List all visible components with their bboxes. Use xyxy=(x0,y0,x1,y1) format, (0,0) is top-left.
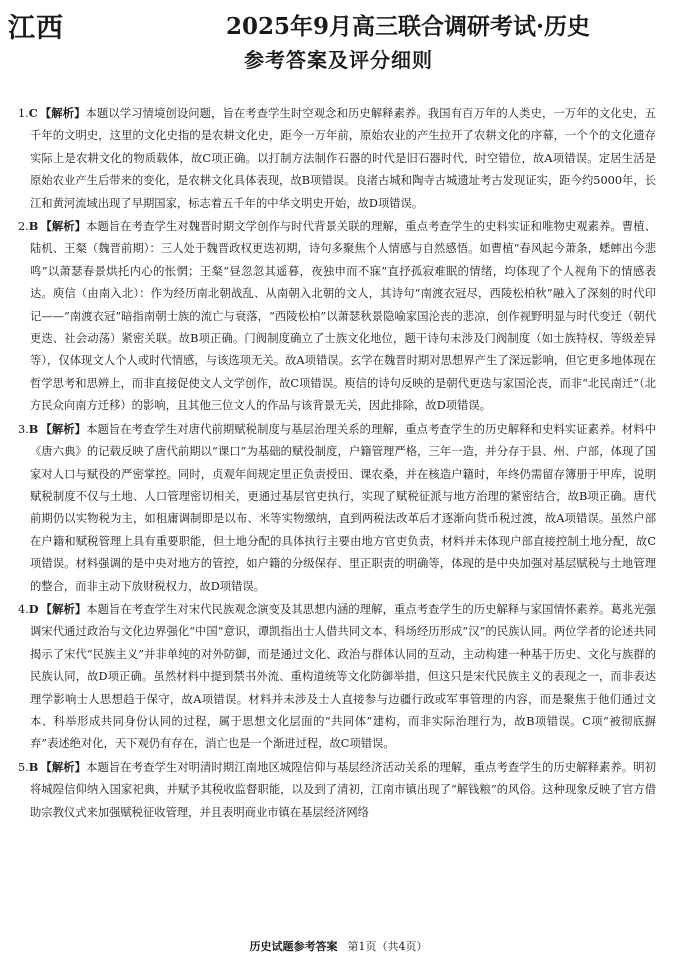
analysis-text: 本题旨在考查学生对宋代民族观念演变及其思想内涵的理解，重点考查学生的历史解释与家国情怀素养。葛兆光强调宋代通过政治与文化边界强化“中国”意识，谭凯指出士人借共同文本、科场经历形成“汉”的民族认同。两位学者的论述共同揭示了宋代“民族主义”并非单纯的对外防御，而是通过文化、政治与群体认同的互动，主动构建一种基于历史、文化与族群的民族认同，故D项正确。虽然材料中提到禁书外流、重构道统等文化防御举措，但这只是宋代民族主义的表现之一，而非表达理学影响士人思想趋于保守，故A项错误。材料并未涉及士人直接参与边疆行政或军事管理的内容，而是聚焦于他们通过文本、科举形成共同身份认同的过程，属于思想文化层面的“共同体”建构，而非实际治理行为，故B项错误。C项“被彻底摒弃”表述绝对化，天下观仍有存在，消亡也是一个渐进过程，故C项错误。 xyxy=(30,602,656,751)
answer-choice: B xyxy=(28,759,39,774)
exam-title: 2025年9月高三联合调研考试·历史 xyxy=(226,13,591,40)
answer-choice: B xyxy=(28,219,39,234)
analysis-tag: 【解析】 xyxy=(40,759,87,774)
analysis-text: 本题旨在考查学生对唐代前期赋税制度与基层治理关系的理解，重点考查学生的历史解释和史料实证素养。材料中《唐六典》的记载反映了唐代前期以“课口”为基础的赋役制度，户籍管理严格，三年一造，并分存于县、州、户部，体现了国家对人口与赋役的严密掌控。同时，贞观年间规定里正负责授田、课农桑，并在核造户籍时，年终仍需留存簿册于甲库，说明赋税制度不仅与土地、人口管理密切相关，更通过基层官吏执行，实现了赋税征派与地方治理的紧密结合，故B项正确。唐代前期仍以实物税为主，如租庸调制即是以布、米等实物缴纳，直到两税法改革后才逐渐向货币税过渡，故A项错误。虽然户部在户籍和赋税管理上具有重要职能，但土地分配的具体执行主要由地方官吏负责，材料并未体现户部直接控制土地分配，故C项错误。材料强调的是中央对地方的管控，如户籍的分级保存、里正职责的明确等，体现的是中央加强对基层赋税与土地管理的整合，而非主动下放财税权力，故D项错误。 xyxy=(30,422,656,593)
answer-list xyxy=(18,102,656,824)
analysis-tag: 【解析】 xyxy=(40,421,87,436)
footer-title: 历史试题参考答案 xyxy=(249,940,338,953)
analysis-text: 本题旨在考查学生对魏晋时期文学创作与时代背景关联的理解，重点考查学生的史料实证和唯物史观素养。曹植、陆机、王粲（魏晋前期）：三人处于魏晋政权更迭初期，诗句多聚焦个人情感与自然感悟。如曹植“春风起今萧条，蟋蟀出今悲鸣”以萧瑟春景烘托内心的怅惘；王粲“昼忽忽其遥暮，夜独申而不寐”直抒孤寂难眠的情绪，均体现了个人视角下的情感表达。庾信（由南入北）：作为经历南北朝战乱、从南朝入北朝的文人，其诗句“南渡衣冠尽，西陵松柏秋”融入了深刻的时代印记——“南渡衣冠”暗指南朝士族的流亡与衰落，“西陵松柏”以萧瑟秋景隐喻家国沦丧的悲凉，创作视野明显与时代变迁（朝代更迭、社会动荡）紧密关联。故B项正确。门阀制度确立了士族文化地位，题干诗句未涉及门阀制度（如士族特权、等级差异等），仅体现文人个人或时代情感，与该选项无关。故A项错误。玄学在魏晋时期对思想界产生了深远影响，但它更多地体现在哲学思考和思辨上，而非直接促使文人文学创作，故C项错误。庾信的诗句反映的是朝代更迭与家国沦丧，而非“北民南迁”（北方民众向南方迁移）的影响，且其他三位文人的作品与该背景无关，因此排除，故D项错误。 xyxy=(30,220,656,413)
document-subtitle: 参考答案及评分细则 xyxy=(244,48,433,72)
analysis-text: 本题旨在考查学生对明清时期江南地区城隍信仰与基层经济活动关系的理解，重点考查学生的历史解释素养。明初将城隍信仰纳入国家祀典，并赋予其税收监督职能，以及到了清初，江南市镇出现了“解钱粮”的风俗。这种现象反映了官方借助宗教仪式来加强赋税征收管理，并且表明商业市镇在基层经济网络 xyxy=(30,760,656,819)
answer-number: 1. xyxy=(18,107,29,120)
answer-number: 2. xyxy=(18,220,29,234)
analysis-text: 本题以学习情境创设问题，旨在考查学生时空观念和历史解释素养。我国有百万年的人类史，一万年的文化史，五千年的文明史，这里的文化史指的是农耕文化史，距今一万年前，原始农业的产生拉开了农耕文化的序幕，一个个的文化遗存实际上是农耕文化的物质载体，故C项正确。以打制方法制作石器的时代是旧石器时代，时空错位，故A项错误。定居生活是原始农业产生后带来的变化，是农耕文化具体表现，故B项错误。良渚古城和陶寺古城遗址考古发现证实，距今约5000年，长江和黄河流域出现了早期国家，标志着五千年的中华文明史开始，故D项错误。 xyxy=(30,107,656,210)
page-header xyxy=(0,0,677,80)
page-footer xyxy=(0,938,677,954)
analysis-tag: 【解析】 xyxy=(40,219,87,234)
answer-number: 3. xyxy=(18,422,29,436)
answer-choice: D xyxy=(28,601,39,616)
answer-item-3 xyxy=(18,418,656,598)
answer-choice: C xyxy=(28,106,38,120)
answer-item-1 xyxy=(18,102,656,215)
answer-item-5 xyxy=(18,756,656,824)
region-label: 江西 xyxy=(8,13,64,44)
answer-number: 5. xyxy=(18,760,29,774)
answer-item-2 xyxy=(18,215,656,418)
analysis-tag: 【解析】 xyxy=(40,601,87,616)
analysis-tag: 【解析】 xyxy=(39,106,86,120)
page-number: 第1页（共4页） xyxy=(347,940,428,953)
answer-number: 4. xyxy=(18,602,29,616)
answer-choice: B xyxy=(28,421,39,436)
answer-item-4 xyxy=(18,598,656,756)
